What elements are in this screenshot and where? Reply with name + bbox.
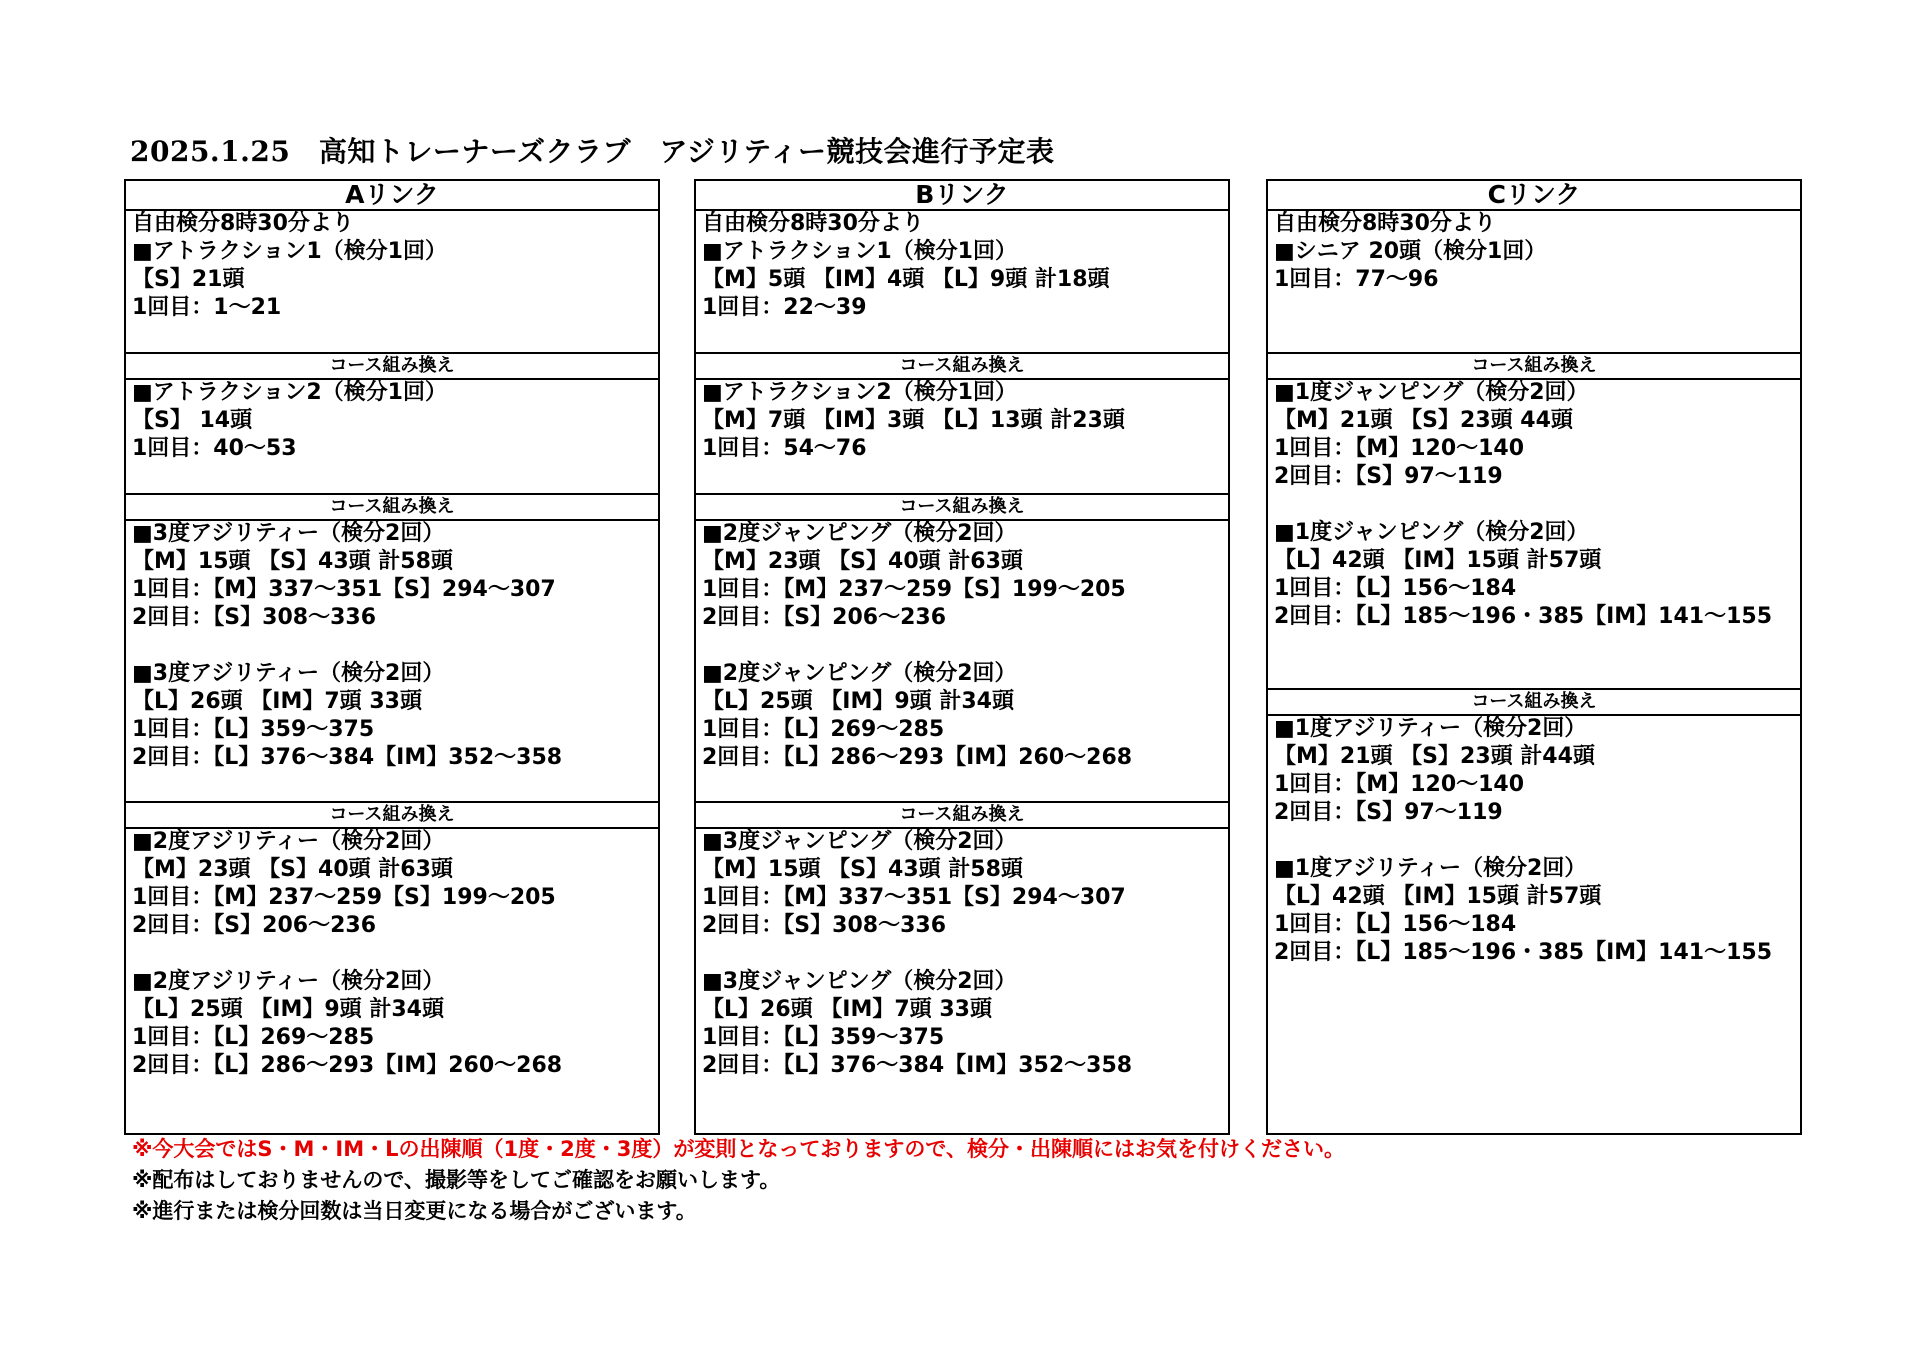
spacer xyxy=(702,632,1228,660)
rink-b xyxy=(694,179,1230,1135)
schedule-line: 2回目：【S】206～236 xyxy=(132,913,376,938)
course-change-divider: コース組み換え xyxy=(696,493,1228,521)
schedule-line: 1回目：【L】359～375 xyxy=(132,717,375,742)
schedule-line: 1回目：22～39 xyxy=(702,295,867,320)
schedule-line: 【M】21頭 【S】23頭 計44頭 xyxy=(1274,744,1595,769)
rink-b-section-3 xyxy=(696,519,1228,799)
schedule-line: 【L】25頭 【IM】9頭 計34頭 xyxy=(132,997,444,1022)
schedule-line: 2回目：【L】286～293【IM】260～268 xyxy=(132,1053,563,1078)
schedule-line: 2回目：【L】185～196・385【IM】141～155 xyxy=(1274,604,1773,629)
schedule-line: 2回目：【S】206～236 xyxy=(702,605,946,630)
rink-c xyxy=(1266,179,1802,1135)
course-change-divider: コース組み換え xyxy=(126,801,658,829)
schedule-line: ■1度アジリティー（検分2回） xyxy=(1274,716,1587,741)
course-change-divider: コース組み換え xyxy=(126,352,658,380)
schedule-line: 2回目：【S】308～336 xyxy=(132,605,376,630)
schedule-line: 【L】26頭 【IM】7頭 33頭 xyxy=(702,997,992,1022)
schedule-line: 1回目：1～21 xyxy=(132,295,282,320)
course-change-divider: コース組み換え xyxy=(696,352,1228,380)
schedule-line: ■2度ジャンピング（検分2回） xyxy=(702,661,1017,686)
rink-a xyxy=(124,179,660,1135)
schedule-line: 1回目：【M】237～259【S】199～205 xyxy=(702,577,1126,602)
schedule-line: 2回目：【L】376～384【IM】352～358 xyxy=(702,1053,1133,1078)
schedule-line: ■3度アジリティー（検分2回） xyxy=(132,521,445,546)
schedule-line: 1回目：【L】156～184 xyxy=(1274,912,1517,937)
rink-c-section-2 xyxy=(1268,378,1800,668)
rink-b-section-4 xyxy=(696,827,1228,1107)
schedule-line: 1回目：【M】237～259【S】199～205 xyxy=(132,885,556,910)
schedule-line: 1回目：【M】337～351【S】294～307 xyxy=(702,885,1126,910)
schedule-line: ■アトラクション2（検分1回） xyxy=(702,380,1017,405)
schedule-line: ■1度ジャンピング（検分2回） xyxy=(1274,380,1589,405)
schedule-line: 【L】42頭 【IM】15頭 計57頭 xyxy=(1274,548,1602,573)
schedule-line: 【M】21頭 【S】23頭 44頭 xyxy=(1274,408,1573,433)
schedule-line: 【S】21頭 xyxy=(132,267,245,292)
spacer xyxy=(702,940,1228,968)
rink-b-section-2 xyxy=(696,378,1228,498)
schedule-line: ■1度アジリティー（検分2回） xyxy=(1274,856,1587,881)
schedule-line: 2回目：【S】97～119 xyxy=(1274,800,1503,825)
schedule-line: 【M】15頭 【S】43頭 計58頭 xyxy=(132,549,453,574)
rink-c-section-1 xyxy=(1268,209,1800,321)
schedule-line: 1回目：【L】359～375 xyxy=(702,1025,945,1050)
schedule-line: ■アトラクション1（検分1回） xyxy=(702,239,1017,264)
rink-a-header: Aリンク xyxy=(126,181,658,211)
rink-b-header: Bリンク xyxy=(696,181,1228,211)
schedule-line: ■3度ジャンピング（検分2回） xyxy=(702,969,1017,994)
spacer xyxy=(1274,491,1800,519)
schedule-line: 【M】23頭 【S】40頭 計63頭 xyxy=(702,549,1023,574)
schedule-line: ■1度ジャンピング（検分2回） xyxy=(1274,520,1589,545)
rink-c-header: Cリンク xyxy=(1268,181,1800,211)
rink-a-section-3 xyxy=(126,519,658,799)
schedule-line: 自由検分8時30分より xyxy=(132,211,354,236)
schedule-line: ■アトラクション2（検分1回） xyxy=(132,380,447,405)
rink-a-section-2 xyxy=(126,378,658,498)
warning-note: ※今大会ではS・M・IM・Lの出陳順（1度・2度・3度）が変則となっておりますので、検分・出陳順にはお気を付けください。 xyxy=(132,1137,1345,1161)
spacer xyxy=(132,940,658,968)
notes xyxy=(132,1134,1345,1227)
spacer xyxy=(1274,827,1800,855)
rink-b-section-1 xyxy=(696,209,1228,321)
schedule-line: 1回目：【L】269～285 xyxy=(702,717,945,742)
schedule-line: 【M】5頭 【IM】4頭 【L】9頭 計18頭 xyxy=(702,267,1110,292)
note: ※配布はしておりませんので、撮影等をしてご確認をお願いします。 xyxy=(132,1168,781,1192)
schedule-line: ■3度ジャンピング（検分2回） xyxy=(702,829,1017,854)
spacer xyxy=(132,632,658,660)
schedule-line: 2回目：【L】376～384【IM】352～358 xyxy=(132,745,563,770)
note: ※進行または検分回数は当日変更になる場合がございます。 xyxy=(132,1199,697,1223)
schedule-line: ■2度ジャンピング（検分2回） xyxy=(702,521,1017,546)
schedule-line: 1回目：【M】120～140 xyxy=(1274,436,1525,461)
course-change-divider: コース組み換え xyxy=(1268,352,1800,380)
schedule-line: 1回目：【M】337～351【S】294～307 xyxy=(132,577,556,602)
schedule-line: 1回目：【L】269～285 xyxy=(132,1025,375,1050)
schedule-line: 【S】 14頭 xyxy=(132,408,253,433)
schedule-line: 2回目：【L】286～293【IM】260～268 xyxy=(702,745,1133,770)
schedule-line: ■アトラクション1（検分1回） xyxy=(132,239,447,264)
schedule-line: 【M】23頭 【S】40頭 計63頭 xyxy=(132,857,453,882)
rink-a-section-1 xyxy=(126,209,658,321)
schedule-line: 2回目：【L】185～196・385【IM】141～155 xyxy=(1274,940,1773,965)
page-title: 2025.1.25 高知トレーナーズクラブ アジリティー競技会進行予定表 xyxy=(130,135,1055,168)
course-change-divider: コース組み換え xyxy=(1268,688,1800,716)
schedule-line: 2回目：【S】308～336 xyxy=(702,913,946,938)
schedule-line: 1回目：54～76 xyxy=(702,436,867,461)
schedule-line: ■3度アジリティー（検分2回） xyxy=(132,661,445,686)
schedule-line: 1回目：【L】156～184 xyxy=(1274,576,1517,601)
schedule-line: ■シニア 20頭（検分1回） xyxy=(1274,239,1547,264)
schedule-line: ■2度アジリティー（検分2回） xyxy=(132,969,445,994)
rink-a-section-4 xyxy=(126,827,658,1107)
schedule-line: 【L】25頭 【IM】9頭 計34頭 xyxy=(702,689,1014,714)
course-change-divider: コース組み換え xyxy=(126,493,658,521)
schedule-line: 【L】26頭 【IM】7頭 33頭 xyxy=(132,689,422,714)
schedule-line: 1回目：77～96 xyxy=(1274,267,1439,292)
rink-c-section-3 xyxy=(1268,714,1800,994)
schedule-line: 1回目：40～53 xyxy=(132,436,297,461)
schedule-line: 【M】7頭 【IM】3頭 【L】13頭 計23頭 xyxy=(702,408,1125,433)
schedule-line: 1回目：【M】120～140 xyxy=(1274,772,1525,797)
schedule-line: ■2度アジリティー（検分2回） xyxy=(132,829,445,854)
schedule-line: 【L】42頭 【IM】15頭 計57頭 xyxy=(1274,884,1602,909)
schedule-line: 【M】15頭 【S】43頭 計58頭 xyxy=(702,857,1023,882)
course-change-divider: コース組み換え xyxy=(696,801,1228,829)
schedule-line: 自由検分8時30分より xyxy=(702,211,924,236)
schedule-line: 2回目：【S】97～119 xyxy=(1274,464,1503,489)
schedule-line: 自由検分8時30分より xyxy=(1274,211,1496,236)
